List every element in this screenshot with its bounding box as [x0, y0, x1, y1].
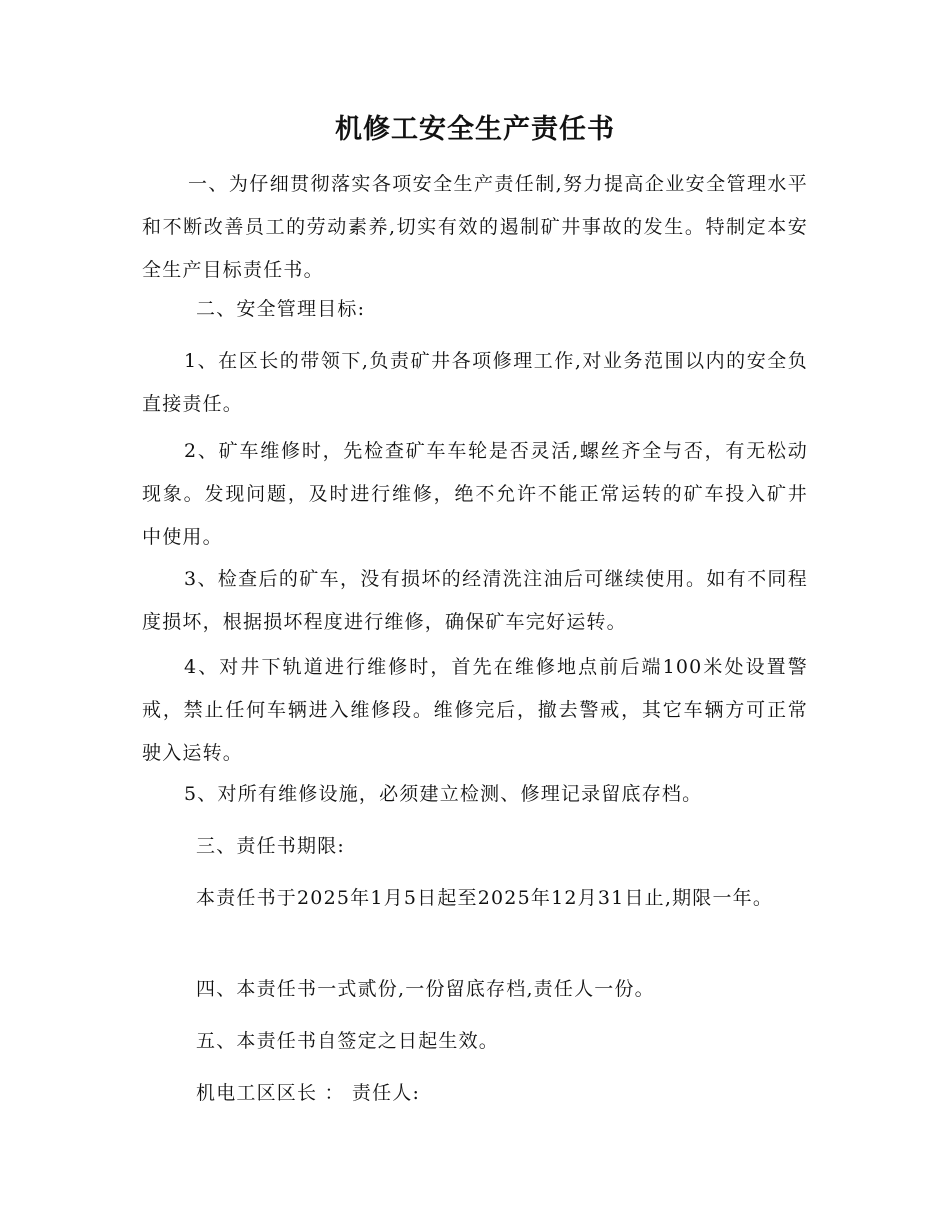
paragraph-copies: 四、本责任书一式贰份,一份留底存档,责任人一份。: [196, 978, 655, 1000]
paragraph-purpose: 一、为仔细贯彻落实各项安全生产责任制,努力提高企业安全管理水平和不断改善员工的劳动素养,切实有效的遏制矿井事故的发生。特制定本安全生产目标责任书。: [142, 173, 808, 281]
paragraph-item-5: 5、对所有维修设施，必须建立检测、修理记录留底存档。: [184, 783, 703, 805]
section-heading-safety-goals: 二、安全管理目标:: [196, 298, 366, 320]
paragraph-item-2: 2、矿车维修时，先检查矿车车轮是否灵活,螺丝齐全与否，有无松动现象。发现问题，及时进行维修，绝不允许不能正常运转的矿车投入矿井中使用。: [142, 440, 808, 548]
paragraph-item-1: 1、在区长的带领下,负责矿井各项修理工作,对业务范围以内的安全负直接责任。: [142, 350, 808, 415]
signature-line: 机电工区区长 ： 责任人:: [196, 1082, 421, 1104]
document-title: 机修工安全生产责任书: [335, 114, 615, 145]
section-heading-term: 三、责任书期限:: [196, 835, 346, 857]
paragraph-item-4: 4、对井下轨道进行维修时，首先在维修地点前后端100米处设置警戒，禁止任何车辆进入维修段。维修完后，撤去警戒，其它车辆方可正常驶入运转。: [142, 656, 808, 764]
paragraph-item-3: 3、检查后的矿车，没有损坏的经清洗注油后可继续使用。如有不同程度损坏，根据损坏程度进行维修，确保矿车完好运转。: [142, 568, 808, 633]
paragraph-effective: 五、本责任书自签定之日起生效。: [196, 1030, 500, 1052]
paragraph-term-period: 本责任书于2025年1月5日起至2025年12月31日止,期限一年。: [196, 887, 774, 909]
